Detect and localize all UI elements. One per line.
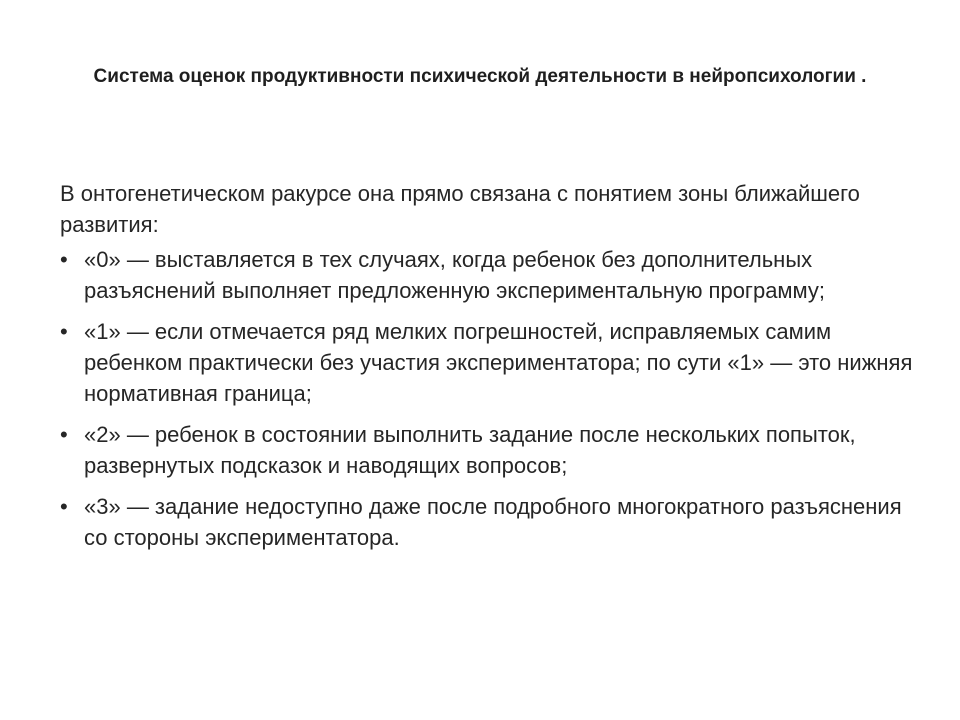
bullet-icon: • (60, 247, 68, 272)
slide-content (60, 178, 920, 563)
bullet-text-score-3: «3» — задание недоступно даже после подробного многократного разъяснения со стороны экспериментатора. (84, 494, 902, 550)
bullet-icon: • (60, 422, 68, 447)
bullet-icon: • (60, 494, 68, 519)
bullet-text-score-0: «0» — выставляется в тех случаях, когда ребенок без дополнительных разъяснений выполняет предложенную экспериментальную программу; (84, 247, 826, 303)
list-item (60, 491, 920, 553)
bullet-text-score-2: «2» — ребенок в состоянии выполнить задание после нескольких попыток, развернутых подсказок и наводящих вопросов; (84, 422, 856, 478)
bullet-list (60, 244, 920, 553)
list-item (60, 244, 920, 306)
bullet-text-score-1: «1» — если отмечается ряд мелких погрешностей, исправляемых самим ребенком практически без участия экспериментатора; по сути «1» — это нижняя нормативная граница; (84, 319, 913, 406)
intro-paragraph: В онтогенетическом ракурсе она прямо связана с понятием зоны ближайшего развития: (60, 181, 860, 237)
list-item (60, 316, 920, 409)
list-item (60, 419, 920, 481)
bullet-icon: • (60, 319, 68, 344)
slide-title: Система оценок продуктивности психической деятельности в нейропсихологии . (93, 66, 867, 87)
